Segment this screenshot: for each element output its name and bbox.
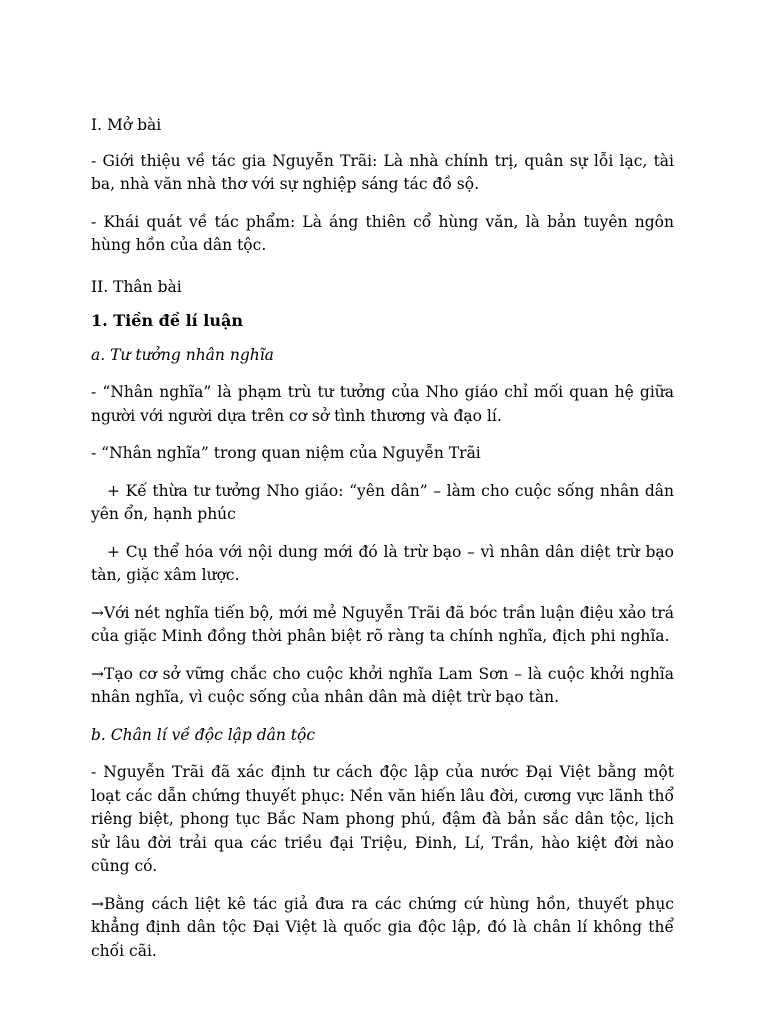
paragraph-author-intro: - Giới thiệu về tác gia Nguyễn Trãi: Là nhà chính trị, quân sự lỗi lạc, tài ba, nhà văn nhà thơ với sự nghiệp sáng tác đồ sộ. (91, 151, 674, 193)
paragraph-lam-son-basis: →Tạo cơ sở vững chắc cho cuộc khởi nghĩa Lam Sơn – là cuộc khởi nghĩa nhân nghĩa, vì cuộc sống của nhân dân mà diệt trừ bạo tàn. (91, 664, 674, 706)
paragraph-inherit-confucian: + Kế thừa tư tưởng Nho giáo: “yên dân” – làm cho cuộc sống nhân dân yên ổn, hạnh phúc (91, 481, 674, 523)
paragraph-concretize: + Cụ thể hóa với nội dung mới đó là trừ bạo – vì nhân dân diệt trừ bạo tàn, giặc xâm lược. (91, 542, 674, 584)
paragraph-progressive-meaning: →Với nét nghĩa tiến bộ, mới mẻ Nguyễn Trãi đã bóc trần luận điệu xảo trá của giặc Minh đồng thời phân biệt rõ ràng ta chính nghĩa, địch phi nghĩa. (91, 603, 674, 645)
heading-introduction: I. Mở bài (91, 116, 162, 134)
section-title-premise: 1. Tiền đề lí luận (91, 311, 244, 330)
heading-body: II. Thân bài (91, 277, 182, 296)
paragraph-independence-conclusion: →Bằng cách liệt kê tác giả đưa ra các chứng cứ hùng hồn, thuyết phục khẳng định dân tộc Đại Việt là quốc gia độc lập, đó là chân lí không thể chối cãi. (91, 894, 674, 960)
subsection-title-independence: b. Chân lí về độc lập dân tộc (91, 725, 316, 744)
subsection-title-humanity: a. Tư tưởng nhân nghĩa (91, 345, 274, 364)
paragraph-humanity-definition: - “Nhân nghĩa” là phạm trù tư tưởng của Nho giáo chỉ mối quan hệ giữa người với người dựa trên cơ sở tình thương và đạo lí. (91, 383, 674, 425)
paragraph-work-overview: - Khái quát về tác phẩm: Là áng thiên cổ hùng văn, là bản tuyên ngôn hùng hồn của dân tộc. (91, 212, 674, 254)
paragraph-humanity-concept: - “Nhân nghĩa” trong quan niệm của Nguyễn Trãi (91, 444, 481, 462)
paragraph-independence-evidence: - Nguyễn Trãi đã xác định tư cách độc lập của nước Đại Việt bằng một loạt các dẫn chứng thuyết phục: Nền văn hiến lâu đời, cương vực lãnh thổ riêng biệt, phong tục Bắc Nam phong phú, đậm đà bản sắc dân tộc, lịch sử lâu đời trải qua các triều đại Triệu, Đinh, Lí, Trần, hào kiệt đời nào cũng có. (91, 763, 674, 875)
